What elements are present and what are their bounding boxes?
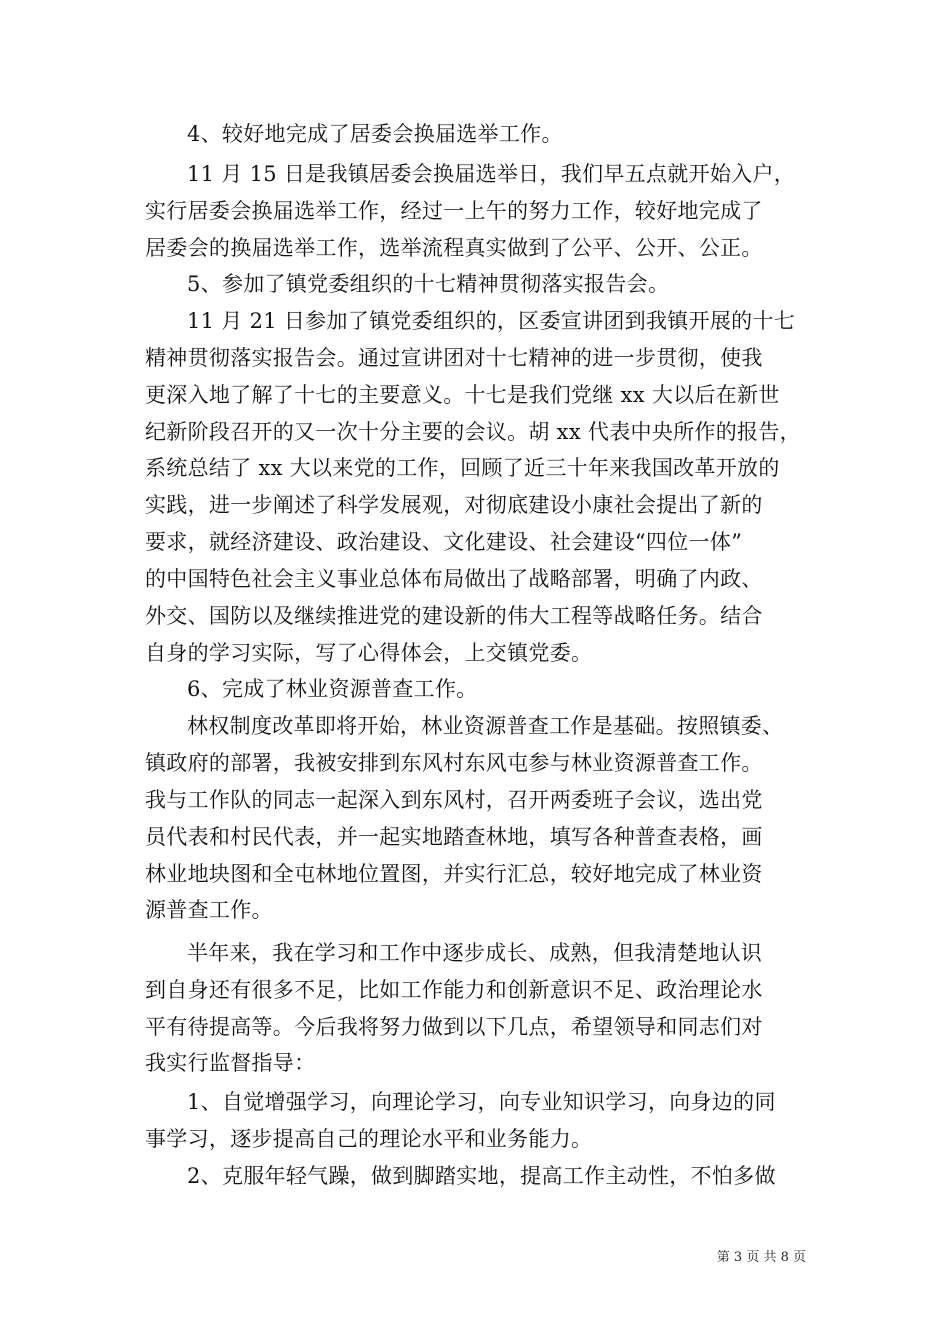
paragraph-line: 自身的学习实际，写了心得体会，上交镇党委。 [145,641,593,665]
paragraph-line: 居委会的换届选举工作，选举流程真实做到了公平、公开、公正。 [145,236,763,260]
paragraph-line: 半年来，我在学习和工作中逐步成长、成熟，但我清楚地认识 [187,941,763,965]
paragraph-line: 到自身还有很多不足，比如工作能力和创新意识不足、政治理论水 [145,978,763,1002]
paragraph-line: 要求，就经济建设、政治建设、文化建设、社会建设“四位一体” [145,530,743,554]
paragraph-line: 我实行监督指导： [145,1051,316,1075]
paragraph-line: 外交、国防以及继续推进党的建设新的伟大工程等战略任务。结合 [145,604,763,628]
heading-item-5: 5、参加了镇党委组织的十七精神贯彻落实报告会。 [187,272,670,296]
paragraph-line: 镇政府的部署，我被安排到东风村东风屯参与林业资源普查工作。 [145,751,763,775]
paragraph-line: 员代表和村民代表，并一起实地踏查林地，填写各种普查表格，画 [145,825,763,849]
paragraph-line: 11 月 21 日参加了镇党委组织的，区委宣讲团到我镇开展的十七 [187,309,796,333]
list-item-2: 2、克服年轻气躁，做到脚踏实地，提高工作主动性，不怕多做 [187,1164,776,1188]
paragraph-line: 纪新阶段召开的又一次十分主要的会议。胡 xx 代表中央所作的报告， [145,420,801,444]
list-item-1: 1、自觉增强学习，向理论学习，向专业知识学习，向身边的同 [187,1090,776,1114]
paragraph-line: 事学习，逐步提高自己的理论水平和业务能力。 [145,1127,593,1151]
heading-item-4: 4、较好地完成了居委会换届选举工作。 [187,122,563,146]
paragraph-line: 更深入地了解了十七的主要意义。十七是我们党继 xx 大以后在新世 [145,383,780,407]
paragraph-line: 源普查工作。 [145,898,273,922]
paragraph-line: 11 月 15 日是我镇居委会换届选举日，我们早五点就开始入户， [187,162,796,186]
page-number: 第 3 页 共 8 页 [716,1250,806,1265]
paragraph-line: 林业地块图和全屯林地位置图，并实行汇总，较好地完成了林业资 [145,862,763,886]
paragraph-line: 林权制度改革即将开始，林业资源普查工作是基础。按照镇委、 [187,714,784,738]
paragraph-line: 的中国特色社会主义事业总体布局做出了战略部署，明确了内政、 [145,567,763,591]
paragraph-line: 我与工作队的同志一起深入到东风村，召开两委班子会议，选出党 [145,788,763,812]
paragraph-line: 实行居委会换届选举工作，经过一上午的努力工作，较好地完成了 [145,199,763,223]
heading-item-6: 6、完成了林业资源普查工作。 [187,677,478,701]
paragraph-line: 精神贯彻落实报告会。通过宣讲团对十七精神的进一步贯彻，使我 [145,346,763,370]
paragraph-line: 平有待提高等。今后我将努力做到以下几点，希望领导和同志们对 [145,1015,763,1039]
paragraph-line: 系统总结了 xx 大以来党的工作，回顾了近三十年来我国改革开放的 [145,456,780,480]
paragraph-line: 实践，进一步阐述了科学发展观，对彻底建设小康社会提出了新的 [145,493,763,517]
